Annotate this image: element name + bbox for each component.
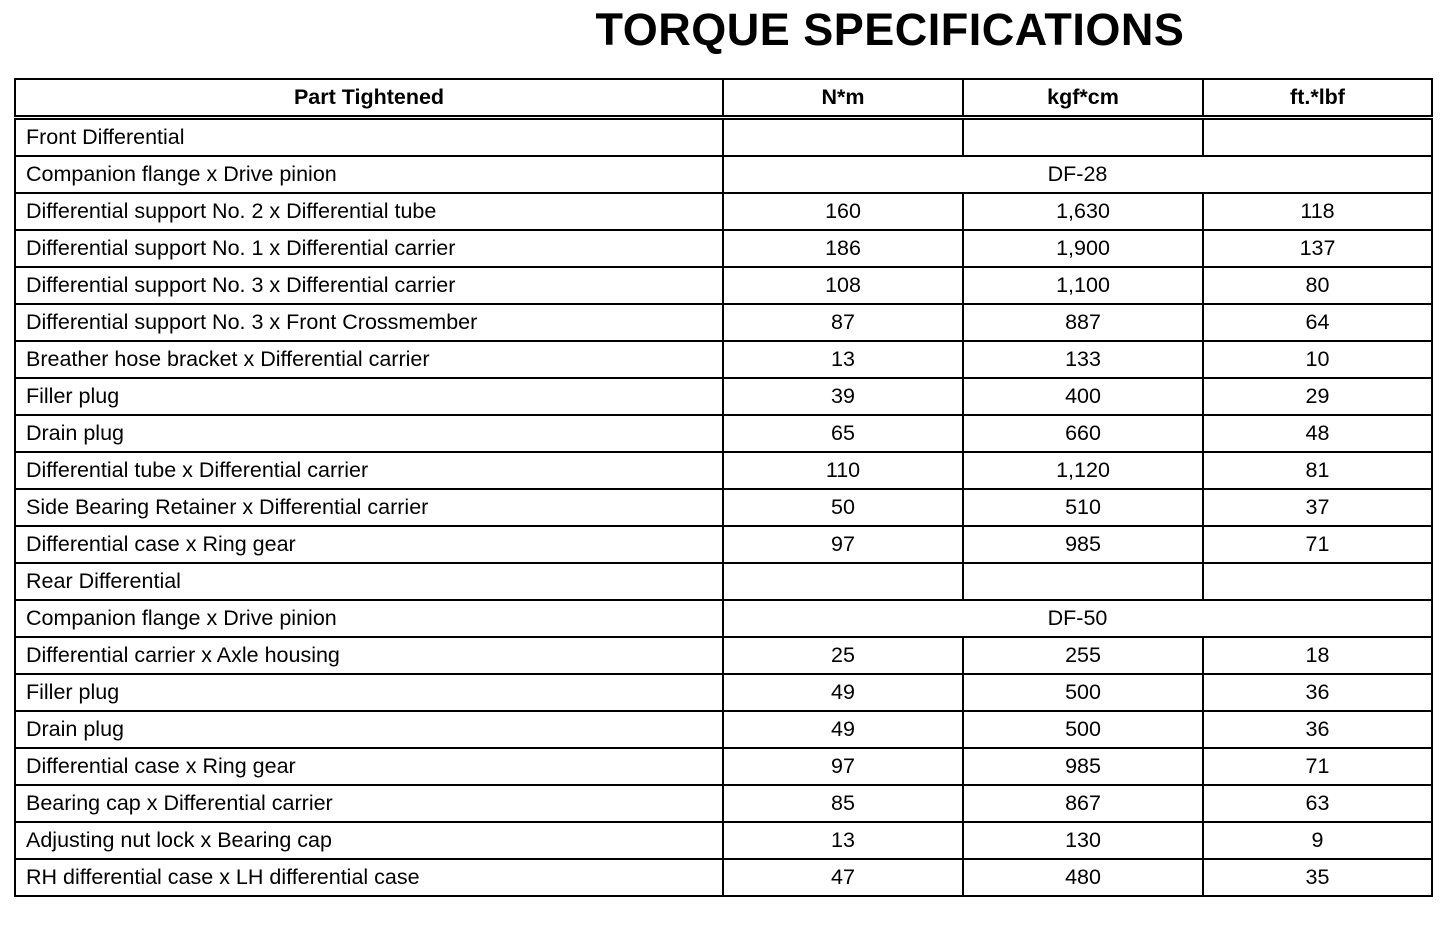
nm-cell: 65	[723, 415, 963, 452]
ft-lbf-cell: 137	[1203, 230, 1432, 267]
column-header-kgf-cm: kgf*cm	[963, 79, 1203, 118]
table-row	[15, 489, 1432, 526]
table-row	[15, 674, 1432, 711]
kgf-cm-cell: 1,100	[963, 267, 1203, 304]
ft-lbf-cell: 29	[1203, 378, 1432, 415]
kgf-cm-cell: 510	[963, 489, 1203, 526]
nm-cell: 110	[723, 452, 963, 489]
table-row	[15, 267, 1432, 304]
table-row	[15, 785, 1432, 822]
table-row	[15, 748, 1432, 785]
nm-cell: 49	[723, 711, 963, 748]
kgf-cm-cell-empty	[963, 118, 1203, 157]
torque-specifications-table	[14, 78, 1433, 897]
table-row	[15, 156, 1432, 193]
table-row	[15, 711, 1432, 748]
nm-cell: 13	[723, 822, 963, 859]
part-tightened-cell: Differential case x Ring gear	[15, 526, 723, 563]
table-row	[15, 378, 1432, 415]
part-tightened-cell: Drain plug	[15, 415, 723, 452]
kgf-cm-cell: 985	[963, 748, 1203, 785]
nm-cell: 85	[723, 785, 963, 822]
reference-cell: DF-28	[723, 156, 1432, 193]
part-tightened-cell: Differential support No. 3 x Front Crossmember	[15, 304, 723, 341]
nm-cell-empty	[723, 118, 963, 157]
part-tightened-cell: Companion flange x Drive pinion	[15, 156, 723, 193]
kgf-cm-cell: 500	[963, 711, 1203, 748]
table-row	[15, 600, 1432, 637]
ft-lbf-cell: 37	[1203, 489, 1432, 526]
part-tightened-cell: Differential carrier x Axle housing	[15, 637, 723, 674]
table-row	[15, 526, 1432, 563]
table-row	[15, 415, 1432, 452]
ft-lbf-cell: 118	[1203, 193, 1432, 230]
ft-lbf-cell: 71	[1203, 748, 1432, 785]
part-tightened-cell: Filler plug	[15, 378, 723, 415]
kgf-cm-cell: 400	[963, 378, 1203, 415]
nm-cell: 160	[723, 193, 963, 230]
kgf-cm-cell-empty	[963, 563, 1203, 600]
nm-cell: 87	[723, 304, 963, 341]
kgf-cm-cell: 133	[963, 341, 1203, 378]
part-tightened-cell: Differential support No. 1 x Differential carrier	[15, 230, 723, 267]
ft-lbf-cell-empty	[1203, 118, 1432, 157]
ft-lbf-cell: 71	[1203, 526, 1432, 563]
ft-lbf-cell-empty	[1203, 563, 1432, 600]
part-tightened-cell: Differential support No. 2 x Differential tube	[15, 193, 723, 230]
part-tightened-cell: Drain plug	[15, 711, 723, 748]
nm-cell: 13	[723, 341, 963, 378]
part-tightened-cell: Filler plug	[15, 674, 723, 711]
part-tightened-cell: RH differential case x LH differential case	[15, 859, 723, 896]
nm-cell: 39	[723, 378, 963, 415]
kgf-cm-cell: 130	[963, 822, 1203, 859]
table-row	[15, 452, 1432, 489]
column-header-nm: N*m	[723, 79, 963, 118]
nm-cell: 97	[723, 748, 963, 785]
kgf-cm-cell: 985	[963, 526, 1203, 563]
nm-cell: 50	[723, 489, 963, 526]
part-tightened-cell: Companion flange x Drive pinion	[15, 600, 723, 637]
kgf-cm-cell: 255	[963, 637, 1203, 674]
ft-lbf-cell: 80	[1203, 267, 1432, 304]
nm-cell: 186	[723, 230, 963, 267]
section-heading: Front Differential	[15, 118, 723, 157]
part-tightened-cell: Adjusting nut lock x Bearing cap	[15, 822, 723, 859]
nm-cell: 97	[723, 526, 963, 563]
ft-lbf-cell: 18	[1203, 637, 1432, 674]
header-row	[15, 79, 1432, 118]
column-header-ft-lbf: ft.*lbf	[1203, 79, 1432, 118]
reference-cell: DF-50	[723, 600, 1432, 637]
part-tightened-cell: Differential support No. 3 x Differential carrier	[15, 267, 723, 304]
ft-lbf-cell: 35	[1203, 859, 1432, 896]
part-tightened-cell: Differential case x Ring gear	[15, 748, 723, 785]
table-row	[15, 341, 1432, 378]
part-tightened-cell: Breather hose bracket x Differential carrier	[15, 341, 723, 378]
nm-cell: 108	[723, 267, 963, 304]
kgf-cm-cell: 480	[963, 859, 1203, 896]
ft-lbf-cell: 63	[1203, 785, 1432, 822]
part-tightened-cell: Side Bearing Retainer x Differential carrier	[15, 489, 723, 526]
kgf-cm-cell: 1,630	[963, 193, 1203, 230]
kgf-cm-cell: 500	[963, 674, 1203, 711]
table-row	[15, 822, 1432, 859]
kgf-cm-cell: 1,120	[963, 452, 1203, 489]
section-heading: Rear Differential	[15, 563, 723, 600]
section-row	[15, 118, 1432, 157]
ft-lbf-cell: 36	[1203, 711, 1432, 748]
ft-lbf-cell: 64	[1203, 304, 1432, 341]
part-tightened-cell: Differential tube x Differential carrier	[15, 452, 723, 489]
table-row	[15, 193, 1432, 230]
ft-lbf-cell: 81	[1203, 452, 1432, 489]
ft-lbf-cell: 10	[1203, 341, 1432, 378]
part-tightened-cell: Bearing cap x Differential carrier	[15, 785, 723, 822]
table-row	[15, 637, 1432, 674]
ft-lbf-cell: 9	[1203, 822, 1432, 859]
table-row	[15, 230, 1432, 267]
table-header	[15, 79, 1432, 118]
nm-cell-empty	[723, 563, 963, 600]
section-row	[15, 563, 1432, 600]
nm-cell: 25	[723, 637, 963, 674]
table-row	[15, 304, 1432, 341]
column-header-part-tightened: Part Tightened	[15, 79, 723, 118]
page-title: TORQUE SPECIFICATIONS	[595, 4, 1185, 55]
ft-lbf-cell: 48	[1203, 415, 1432, 452]
kgf-cm-cell: 887	[963, 304, 1203, 341]
kgf-cm-cell: 867	[963, 785, 1203, 822]
nm-cell: 49	[723, 674, 963, 711]
ft-lbf-cell: 36	[1203, 674, 1432, 711]
kgf-cm-cell: 1,900	[963, 230, 1203, 267]
table-body	[15, 118, 1432, 897]
kgf-cm-cell: 660	[963, 415, 1203, 452]
table-row	[15, 859, 1432, 896]
nm-cell: 47	[723, 859, 963, 896]
